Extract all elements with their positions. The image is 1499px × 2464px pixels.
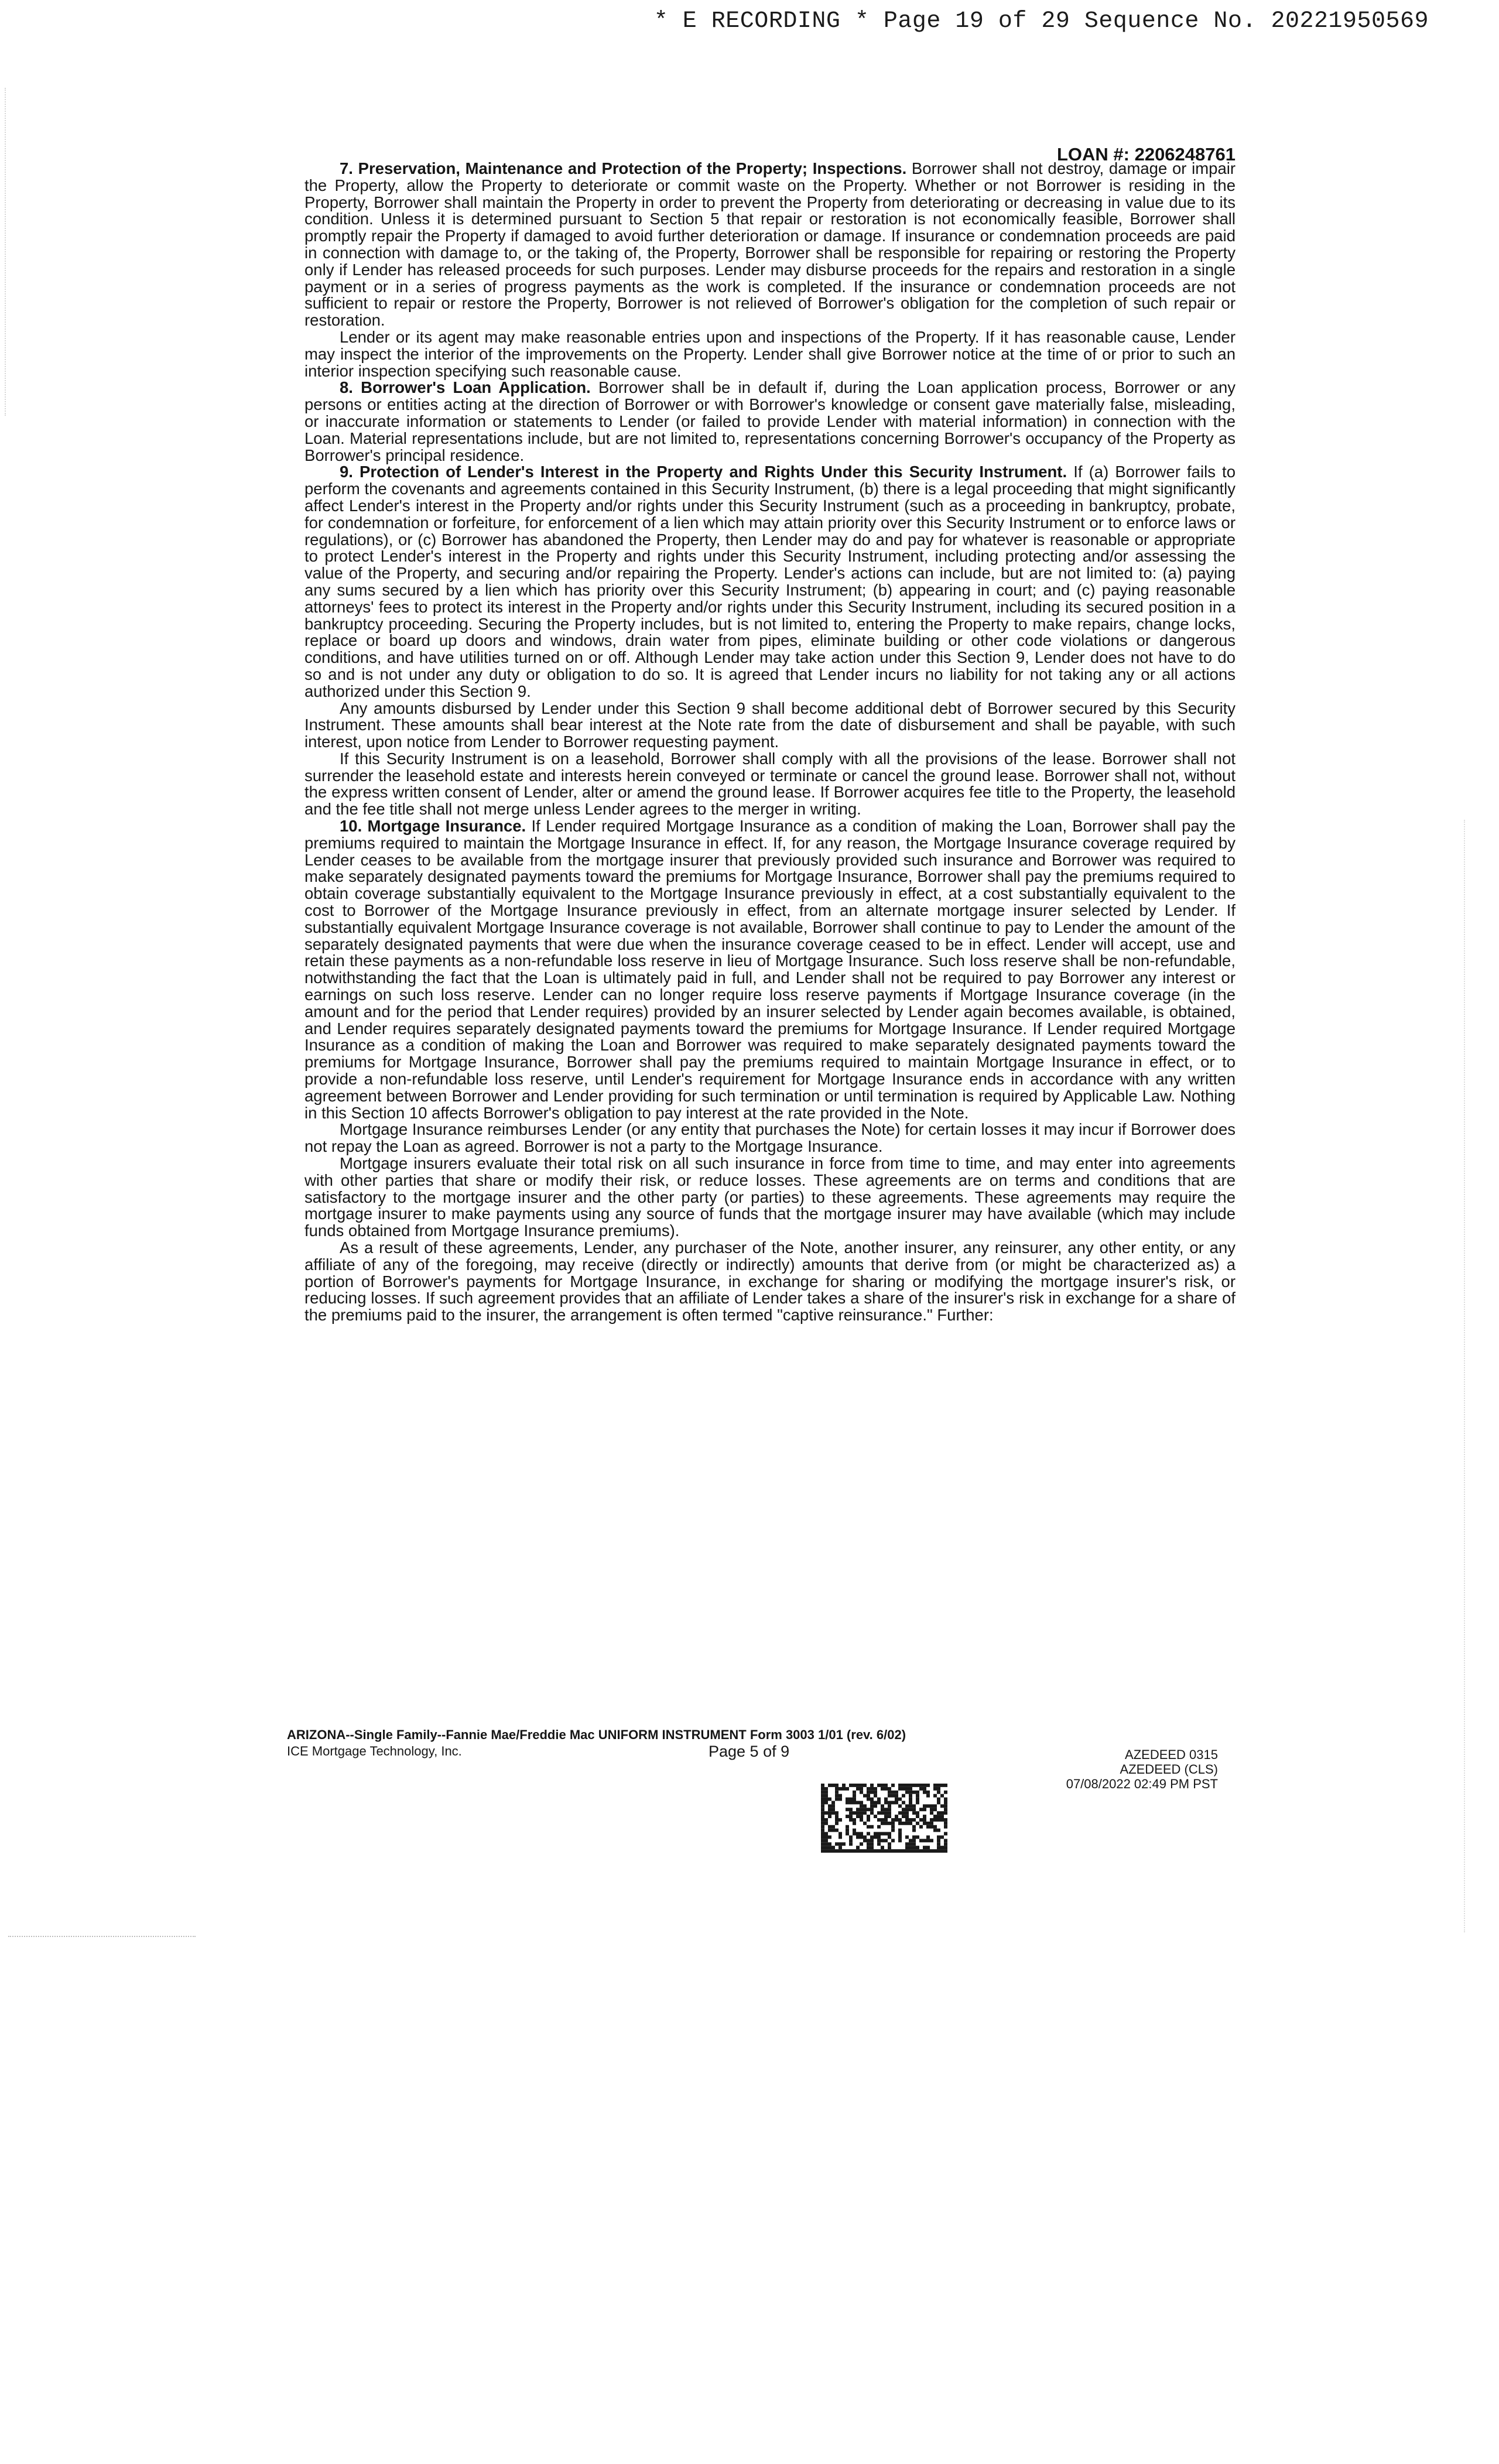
section-7-inspection-paragraph: Lender or its agent may make reasonable entries upon and inspections of the Property. If it has reasonable cause, Lender may inspect the interior of the improvements on the Property. Lender shall give Borrower notice at the time of or prior to such an interior inspection specifying such reasonable cause. [304, 327, 1236, 380]
section-10-agreements-paragraph: As a result of these agreements, Lender, any purchaser of the Note, another insurer, any reinsurer, any other entity, or any affiliate of any of the foregoing, may receive (directly or indirectly) amounts that derive from (or might be characterized as) a portion of Borrower's payments for Mortgage Insurance, in exchange for sharing or modifying the mortgage insurer's risk, or reducing losses. If such agreement provides that an affiliate of Lender takes a share of the insurer's risk in exchange for a share of the premiums paid to the insurer, the arrangement is often termed "captive reinsurance." Further: [304, 1238, 1236, 1325]
section-7-paragraph [304, 160, 1236, 329]
section-10-title: 10. Mortgage Insurance. [340, 817, 526, 836]
footer-page-number: Page 5 of 9 [709, 1743, 790, 1760]
footer-code-2: AZEDEED (CLS) [1120, 1762, 1218, 1777]
section-9-disbursement-paragraph: Any amounts disbursed by Lender under this Section 9 shall become additional debt of Borrower secured by this Security Instrument. These amounts shall bear interest at the Note rate from the date of disbursement and shall be payable, with such interest, upon notice from Lender to Borrower requesting payment. [304, 699, 1236, 751]
loan-number: LOAN #: 2206248761 [1056, 144, 1236, 165]
section-10-text: If Lender required Mortgage Insurance as a condition of making the Loan, Borrower shall pay the premiums required to maintain the Mortgage Insurance in effect. If, for any reason, the Mortgage Insurance coverage required by Lender ceases to be available from the mortgage insurer that previously provided such insurance and Borrower was required to make separately designated payments toward the premiums for Mortgage Insurance, Borrower shall pay the premiums required to obtain coverage substantially equivalent to the Mortgage Insurance previously in effect, at a cost substantially equivalent to the cost to Borrower of the Mortgage Insurance previously in effect, from an alternate mortgage insurer selected by Lender. If substantially equivalent Mortgage Insurance coverage is not available, Borrower shall continue to pay to Lender the amount of the separately designated payments that were due when the insurance coverage ceased to be in effect. Lender will accept, use and retain these payments as a non-refundable loss reserve in lieu of Mortgage Insurance. Such loss reserve shall be non-refundable, notwithstanding the fact that the Loan is ultimately paid in full, and Lender shall not be required to pay Borrower any interest or earnings on such loss reserve. Lender can no longer require loss reserve payments if Mortgage Insurance coverage (in the amount and for the period that Lender requires) provided by an insurer selected by Lender again becomes available, is obtained, and Lender requires separately designated payments toward the premiums for Mortgage Insurance. If Lender required Mortgage Insurance as a condition of making the Loan and Borrower was required to make separately designated payments toward the premiums for Mortgage Insurance, Borrower shall pay the premiums required to maintain Mortgage Insurance in effect, or to provide a non-refundable loss reserve, until Lender's requirement for Mortgage Insurance ends in accordance with any written agreement between Borrower and Lender providing for such termination or until termination is required by Applicable Law. Nothing in this Section 10 affects Borrower's obligation to pay interest at the rate provided in the Note. [304, 817, 1236, 1122]
section-8-paragraph [304, 379, 1236, 464]
footer-codes [1066, 1747, 1218, 1791]
section-9-leasehold-paragraph: If this Security Instrument is on a leasehold, Borrower shall comply with all the provisions of the lease. Borrower shall not surrender the leasehold estate and interests herein conveyed or terminate or cancel the ground lease. Borrower shall not, without the express written consent of Lender, alter or amend the ground lease. If Borrower acquires fee title to the Property, the leasehold and the fee title shall not merge unless Lender agrees to the merger in writing. [304, 749, 1236, 819]
section-9-paragraph [304, 464, 1236, 700]
section-10-insurers-paragraph: Mortgage insurers evaluate their total risk on all such insurance in force from time to time, and may enter into agreements with other parties that share or modify their risk, or reduce losses. These agreements are on terms and conditions that are satisfactory to the mortgage insurer and the other party (or parties) to these agreements. These agreements may require the mortgage insurer to make payments using any source of funds that the mortgage insurer may have available (which may include funds obtained from Mortgage Insurance premiums). [304, 1154, 1236, 1240]
footer-form-title: ARIZONA--Single Family--Fannie Mae/Freddie Mac UNIFORM INSTRUMENT Form 3003 1/01 (rev. 6/02) [287, 1727, 906, 1742]
recording-header: * E RECORDING * Page 19 of 29 Sequence No. 20221950569 [653, 8, 1429, 35]
footer-vendor: ICE Mortgage Technology, Inc. [287, 1744, 462, 1758]
document-body [304, 160, 1236, 1324]
section-7-text: Borrower shall not destroy, damage or impair the Property, allow the Property to deteriorate or commit waste on the Property. Whether or not Borrower is residing in the Property, Borrower shall maintain the Property in order to prevent the Property from deteriorating or decreasing in value due to its condition. Unless it is determined pursuant to Section 5 that repair or restoration is not economically feasible, Borrower shall promptly repair the Property if damaged to avoid further deterioration or damage. If insurance or condemnation proceeds are paid in connection with damage to, or the taking of, the Property, Borrower shall be responsible for repairing or restoring the Property only if Lender has released proceeds for such purposes. Lender may disburse proceeds for the repairs and restoration in a single payment or in a series of progress payments as the work is completed. If the insurance or condemnation proceeds are not sufficient to repair or restore the Property, Borrower is not relieved of Borrower's obligation for the completion of such repair or restoration. [304, 159, 1236, 330]
section-10-paragraph [304, 818, 1236, 1121]
scan-edge-mark [5, 88, 6, 416]
section-7-title: 7. Preservation, Maintenance and Protection of the Property; Inspections. [340, 159, 907, 177]
section-9-title: 9. Protection of Lender's Interest in the Property and Rights Under this Security Instrument. [340, 463, 1067, 481]
section-10-reimburse-paragraph: Mortgage Insurance reimburses Lender (or any entity that purchases the Note) for certain losses it may incur if Borrower does not repay the Loan as agreed. Borrower is not a party to the Mortgage Insurance. [304, 1120, 1236, 1156]
2d-barcode-icon [821, 1784, 947, 1853]
footer-code-1: AZEDEED 0315 [1125, 1747, 1218, 1762]
scan-edge-mark [1464, 820, 1465, 1932]
section-8-title: 8. Borrower's Loan Application. [340, 378, 591, 397]
section-8-text: Borrower shall be in default if, during the Loan application process, Borrower or any persons or entities acting at the direction of Borrower or with Borrower's knowledge or consent gave materially false, misleading, or inaccurate information or statements to Lender (or failed to provide Lender with material information) in connection with the Loan. Material representations include, but are not limited to, representations concerning Borrower's occupancy of the Property as Borrower's principal residence. [304, 378, 1236, 464]
scan-edge-mark [8, 1936, 196, 1937]
section-9-text: If (a) Borrower fails to perform the covenants and agreements contained in this Security Instrument, (b) there is a legal proceeding that might significantly affect Lender's interest in the Property and/or rights under this Security Instrument (such as a proceeding in bankruptcy, probate, for condemnation or forfeiture, for enforcement of a lien which may attain priority over this Security Instrument or to enforce laws or regulations), or (c) Borrower has abandoned the Property, then Lender may do and pay for whatever is reasonable or appropriate to protect Lender's interest in the Property and rights under this Security Instrument, including protecting and/or assessing the value of the Property, and securing and/or repairing the Property. Lender's actions can include, but are not limited to: (a) paying any sums secured by a lien which has priority over this Security Instrument; (b) appearing in court; and (c) paying reasonable attorneys' fees to protect its interest in the Property and/or rights under this Security Instrument, including its secured position in a bankruptcy proceeding. Securing the Property includes, but is not limited to, entering the Property to make repairs, change locks, replace or board up doors and windows, drain water from pipes, eliminate building or other code violations or dangerous conditions, and have utilities turned on or off. Although Lender may take action under this Section 9, Lender does not have to do so and is not under any duty or obligation to do so. It is agreed that Lender incurs no liability for not taking any or all actions authorized under this Section 9. [304, 463, 1236, 700]
footer-timestamp: 07/08/2022 02:49 PM PST [1066, 1777, 1218, 1791]
